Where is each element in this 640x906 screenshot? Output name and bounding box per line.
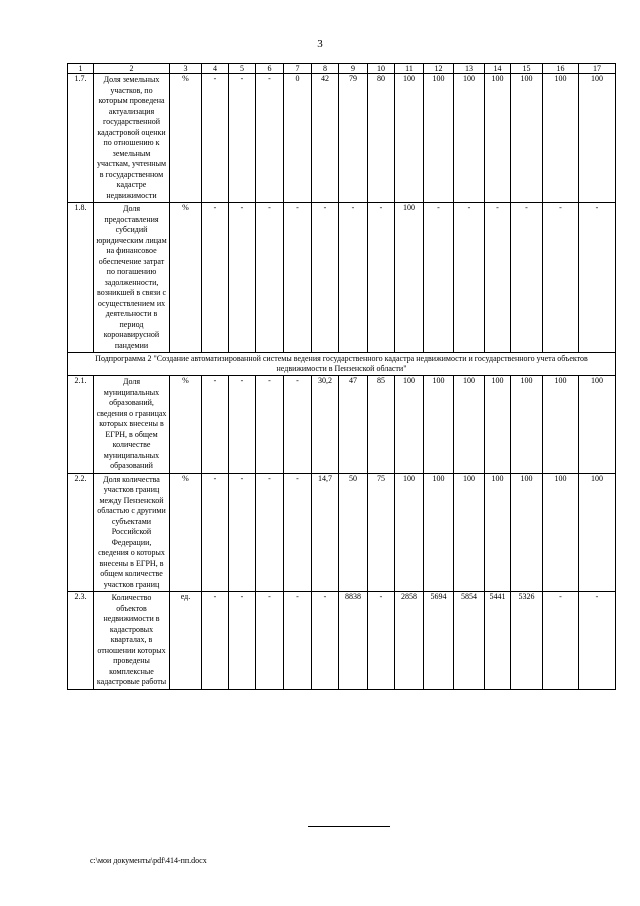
indicator-name: Количество объектов недвижимости в кадастровых кварталах, в отношении которых проведены комплексные кадастровые работы (94, 592, 170, 690)
value-cell: 100 (485, 376, 511, 474)
value-cell: - (284, 473, 312, 592)
value-cell: 100 (543, 376, 579, 474)
unit-cell: % (170, 74, 202, 203)
column-number-row (68, 64, 616, 74)
value-cell: - (454, 203, 485, 353)
value-cell: 80 (368, 74, 395, 203)
value-cell: - (368, 592, 395, 690)
indicator-name: Доля предоставления субсидий юридическим лицам на финансовое обеспечение затрат по погашению задолженности, возникшей в связи с осуществлением их деятельности в период коронавирусной пандемии (94, 203, 170, 353)
value-cell: 79 (339, 74, 368, 203)
column-number: 1 (68, 64, 94, 74)
value-cell: - (543, 203, 579, 353)
value-cell: - (229, 376, 256, 474)
column-number: 15 (511, 64, 543, 74)
value-cell: 42 (312, 74, 339, 203)
value-cell: 5854 (454, 592, 485, 690)
value-cell: 47 (339, 376, 368, 474)
value-cell: - (229, 592, 256, 690)
column-number: 17 (579, 64, 616, 74)
value-cell: 100 (454, 74, 485, 203)
indicator-name: Доля земельных участков, по которым проведена актуализация государственной кадастровой оценки по отношению к земельным участкам, учтенным в государственном кадастре недвижимости (94, 74, 170, 203)
value-cell: - (256, 473, 284, 592)
column-number: 11 (395, 64, 424, 74)
value-cell: - (229, 74, 256, 203)
value-cell: 100 (485, 473, 511, 592)
value-cell: - (368, 203, 395, 353)
column-number: 16 (543, 64, 579, 74)
indicator-name: Доля муниципальных образований, сведения о границах которых внесены в ЕГРН, в общем количестве муниципальных образований (94, 376, 170, 474)
value-cell: - (229, 203, 256, 353)
value-cell: - (312, 203, 339, 353)
row-number: 1.7. (68, 74, 94, 203)
value-cell: 100 (424, 376, 454, 474)
page-number: 3 (317, 38, 323, 50)
column-number: 12 (424, 64, 454, 74)
footer-file-path: c:\мои документы\pdf\414-пп.docx (90, 856, 207, 865)
value-cell: - (312, 592, 339, 690)
value-cell: - (424, 203, 454, 353)
subprogram-row (68, 353, 616, 376)
value-cell: 5441 (485, 592, 511, 690)
value-cell: 0 (284, 74, 312, 203)
value-cell: - (202, 74, 229, 203)
value-cell: 100 (579, 376, 616, 474)
value-cell: 100 (424, 74, 454, 203)
column-number: 2 (94, 64, 170, 74)
value-cell: 100 (485, 74, 511, 203)
unit-cell: % (170, 376, 202, 474)
value-cell: - (202, 376, 229, 474)
indicators-table (67, 63, 616, 690)
value-cell: 2858 (395, 592, 424, 690)
row-number: 1.8. (68, 203, 94, 353)
value-cell: 100 (395, 203, 424, 353)
value-cell: 100 (511, 74, 543, 203)
value-cell: 100 (579, 74, 616, 203)
column-number: 13 (454, 64, 485, 74)
end-rule (308, 826, 390, 827)
value-cell: - (202, 473, 229, 592)
row-number: 2.1. (68, 376, 94, 474)
value-cell: 14,7 (312, 473, 339, 592)
value-cell: 85 (368, 376, 395, 474)
value-cell: - (485, 203, 511, 353)
value-cell: 50 (339, 473, 368, 592)
value-cell: 5694 (424, 592, 454, 690)
value-cell: - (256, 74, 284, 203)
value-cell: - (579, 203, 616, 353)
value-cell: - (229, 473, 256, 592)
unit-cell: % (170, 203, 202, 353)
value-cell: - (256, 376, 284, 474)
value-cell: 8838 (339, 592, 368, 690)
value-cell: - (511, 203, 543, 353)
value-cell: 100 (395, 74, 424, 203)
table-row (68, 203, 616, 353)
column-number: 6 (256, 64, 284, 74)
row-number: 2.2. (68, 473, 94, 592)
value-cell: 5326 (511, 592, 543, 690)
unit-cell: ед. (170, 592, 202, 690)
value-cell: 75 (368, 473, 395, 592)
column-number: 4 (202, 64, 229, 74)
value-cell: - (284, 203, 312, 353)
subprogram-title: Подпрограмма 2 "Создание автоматизированной системы ведения государственного кадастра недвижимости и государственного учета объектов недвижимости в Пензенской области" (68, 353, 616, 376)
value-cell: 100 (454, 376, 485, 474)
value-cell: 100 (543, 74, 579, 203)
column-number: 3 (170, 64, 202, 74)
value-cell: 100 (395, 376, 424, 474)
value-cell: 100 (579, 473, 616, 592)
table-row (68, 376, 616, 474)
table-row (68, 473, 616, 592)
row-number: 2.3. (68, 592, 94, 690)
column-number: 5 (229, 64, 256, 74)
value-cell: - (202, 592, 229, 690)
value-cell: - (339, 203, 368, 353)
table-row (68, 74, 616, 203)
column-number: 9 (339, 64, 368, 74)
value-cell: 100 (424, 473, 454, 592)
value-cell: 100 (454, 473, 485, 592)
unit-cell: % (170, 473, 202, 592)
table-row (68, 592, 616, 690)
value-cell: - (284, 592, 312, 690)
value-cell: - (256, 592, 284, 690)
value-cell: - (543, 592, 579, 690)
value-cell: - (284, 376, 312, 474)
column-number: 8 (312, 64, 339, 74)
value-cell: - (202, 203, 229, 353)
value-cell: 100 (543, 473, 579, 592)
indicator-name: Доля количества участков границ между Пензенской областью с другими субъектами Российской Федерации, сведения о которых внесены в ЕГРН, в общем количестве участков границ (94, 473, 170, 592)
value-cell: - (579, 592, 616, 690)
value-cell: 30,2 (312, 376, 339, 474)
column-number: 14 (485, 64, 511, 74)
value-cell: 100 (511, 473, 543, 592)
column-number: 10 (368, 64, 395, 74)
value-cell: 100 (511, 376, 543, 474)
column-number: 7 (284, 64, 312, 74)
value-cell: 100 (395, 473, 424, 592)
value-cell: - (256, 203, 284, 353)
table-body (68, 64, 616, 690)
